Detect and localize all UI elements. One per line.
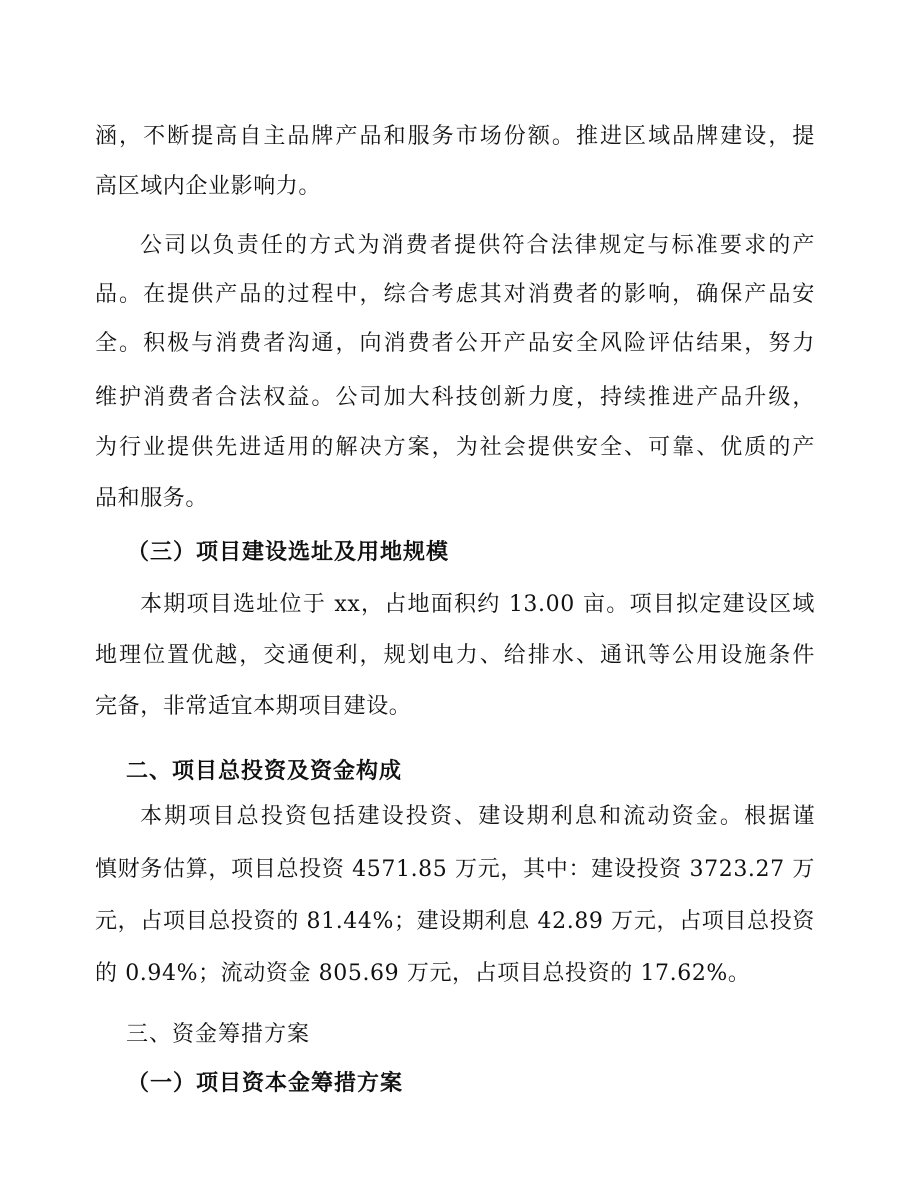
section-heading: 二、项目总投资及资金构成 — [126, 758, 403, 784]
section-heading: 三、资金筹措方案 — [126, 1022, 311, 1047]
paragraph-line: 元，占项目总投资的 81.44%；建设期利息 42.89 万元，占项目总投资 — [95, 909, 815, 934]
paragraph-line: 公司以负责任的方式为消费者提供符合法律规定与标准要求的产 — [140, 233, 815, 258]
subsection-heading: （一）项目资本金筹措方案 — [127, 1070, 404, 1096]
paragraph-line: 高区域内企业影响力。 — [95, 174, 322, 199]
paragraph-line: 慎财务估算，项目总投资 4571.85 万元，其中：建设投资 3723.27 万 — [95, 857, 815, 882]
paragraph-line: 完备，非常适宜本期项目建设。 — [95, 694, 412, 719]
paragraph-line: 本期项目选址位于 xx，占地面积约 13.00 亩。项目拟定建设区域 — [140, 592, 815, 617]
paragraph-line: 为行业提供先进适用的解决方案，为社会提供安全、可靠、优质的产 — [95, 435, 815, 460]
subsection-heading: （三）项目建设选址及用地规模 — [127, 539, 450, 565]
paragraph-line: 品和服务。 — [95, 486, 209, 511]
paragraph-line: 全。积极与消费者沟通，向消费者公开产品安全风险评估结果，努力 — [95, 331, 815, 356]
paragraph-line: 维护消费者合法权益。公司加大科技创新力度，持续推进产品升级， — [95, 385, 815, 410]
paragraph-line: 地理位置优越，交通便利，规划电力、给排水、通讯等公用设施条件 — [95, 643, 815, 668]
paragraph-line: 品。在提供产品的过程中，综合考虑其对消费者的影响，确保产品安 — [95, 282, 815, 307]
paragraph-line: 涵，不断提高自主品牌产品和服务市场份额。推进区域品牌建设，提 — [95, 124, 815, 149]
paragraph-line: 的 0.94%；流动资金 805.69 万元，占项目总投资的 17.62%。 — [95, 961, 751, 986]
paragraph-line: 本期项目总投资包括建设投资、建设期利息和流动资金。根据谨 — [140, 804, 815, 829]
